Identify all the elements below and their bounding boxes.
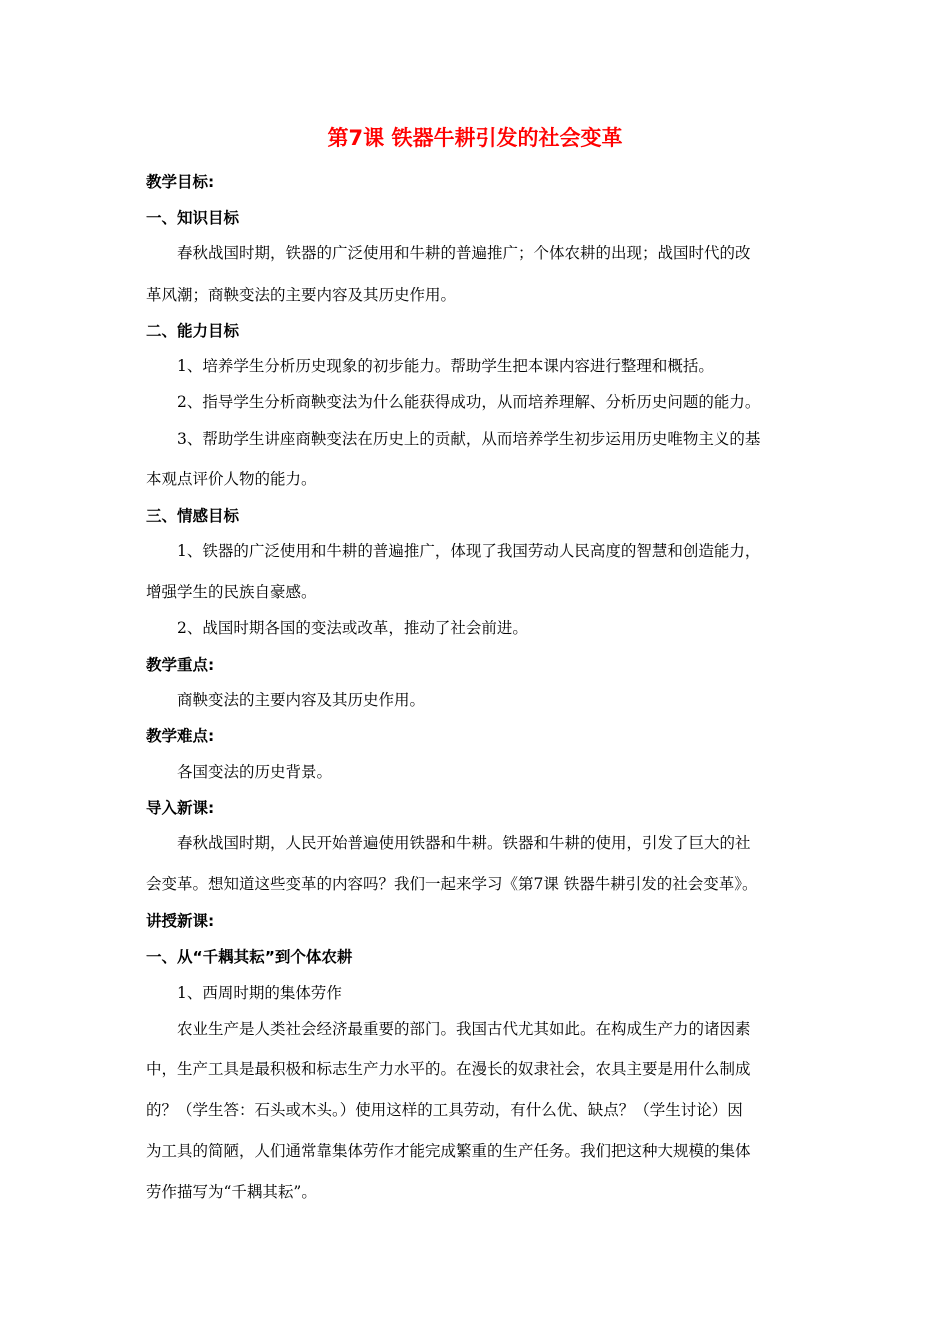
paragraph-line: 1、西周时期的集体劳作 [177,984,342,1002]
subheading-collective-farming: 一、从“千耦其耘”到个体农耕 [146,948,353,966]
paragraph-line: 2、战国时期各国的变法或改革，推动了社会前进。 [177,619,528,637]
section-heading-difficult-points: 教学难点: [146,727,215,745]
paragraph-line: 春秋战国时期，铁器的广泛使用和牛耕的普遍推广；个体农耕的出现；战国时代的改 [177,244,751,262]
paragraph-line: 中，生产工具是最积极和标志生产力水平的。在漫长的奴隶社会，农具主要是用什么制成 [146,1060,751,1078]
paragraph-line: 1、培养学生分析历史现象的初步能力。帮助学生把本课内容进行整理和概括。 [177,357,714,375]
paragraph-line: 3、帮助学生讲座商鞅变法在历史上的贡献，从而培养学生初步运用历史唯物主义的基 [177,430,761,448]
paragraph-line: 的？（学生答：石头或木头。）使用这样的工具劳动，有什么优、缺点？（学生讨论）因 [146,1101,743,1119]
section-heading-new-lesson: 讲授新课: [146,912,215,930]
subheading-knowledge-goals: 一、知识目标 [146,209,240,227]
section-heading-lesson-intro: 导入新课: [146,799,215,817]
paragraph-line: 革风潮；商鞅变法的主要内容及其历史作用。 [146,286,457,304]
section-heading-key-points: 教学重点: [146,656,215,674]
subheading-emotion-goals: 三、情感目标 [146,507,240,525]
paragraph-line: 各国变法的历史背景。 [177,763,333,781]
paragraph-line: 2、指导学生分析商鞅变法为什么能获得成功，从而培养理解、分析历史问题的能力。 [177,393,761,411]
paragraph-line: 为工具的简陋，人们通常靠集体劳作才能完成繁重的生产任务。我们把这种大规模的集体 [146,1142,751,1160]
paragraph-line: 春秋战国时期，人民开始普遍使用铁器和牛耕。铁器和牛耕的使用，引发了巨大的社 [177,834,751,852]
subheading-ability-goals: 二、能力目标 [146,322,240,340]
paragraph-line: 增强学生的民族自豪感。 [146,583,317,601]
paragraph-line: 会变革。想知道这些变革的内容吗？我们一起来学习《第7课 铁器牛耕引发的社会变革》。 [146,875,758,893]
paragraph-line: 本观点评价人物的能力。 [146,470,317,488]
page-title: 第7课 铁器牛耕引发的社会变革 [327,126,623,150]
section-heading-teaching-goals: 教学目标: [146,173,215,191]
paragraph-line: 劳作描写为“千耦其耘”。 [146,1183,317,1201]
paragraph-line: 1、铁器的广泛使用和牛耕的普遍推广，体现了我国劳动人民高度的智慧和创造能力， [177,542,761,560]
paragraph-line: 农业生产是人类社会经济最重要的部门。我国古代尤其如此。在构成生产力的诸因素 [177,1020,751,1038]
paragraph-line: 商鞅变法的主要内容及其历史作用。 [177,691,426,709]
